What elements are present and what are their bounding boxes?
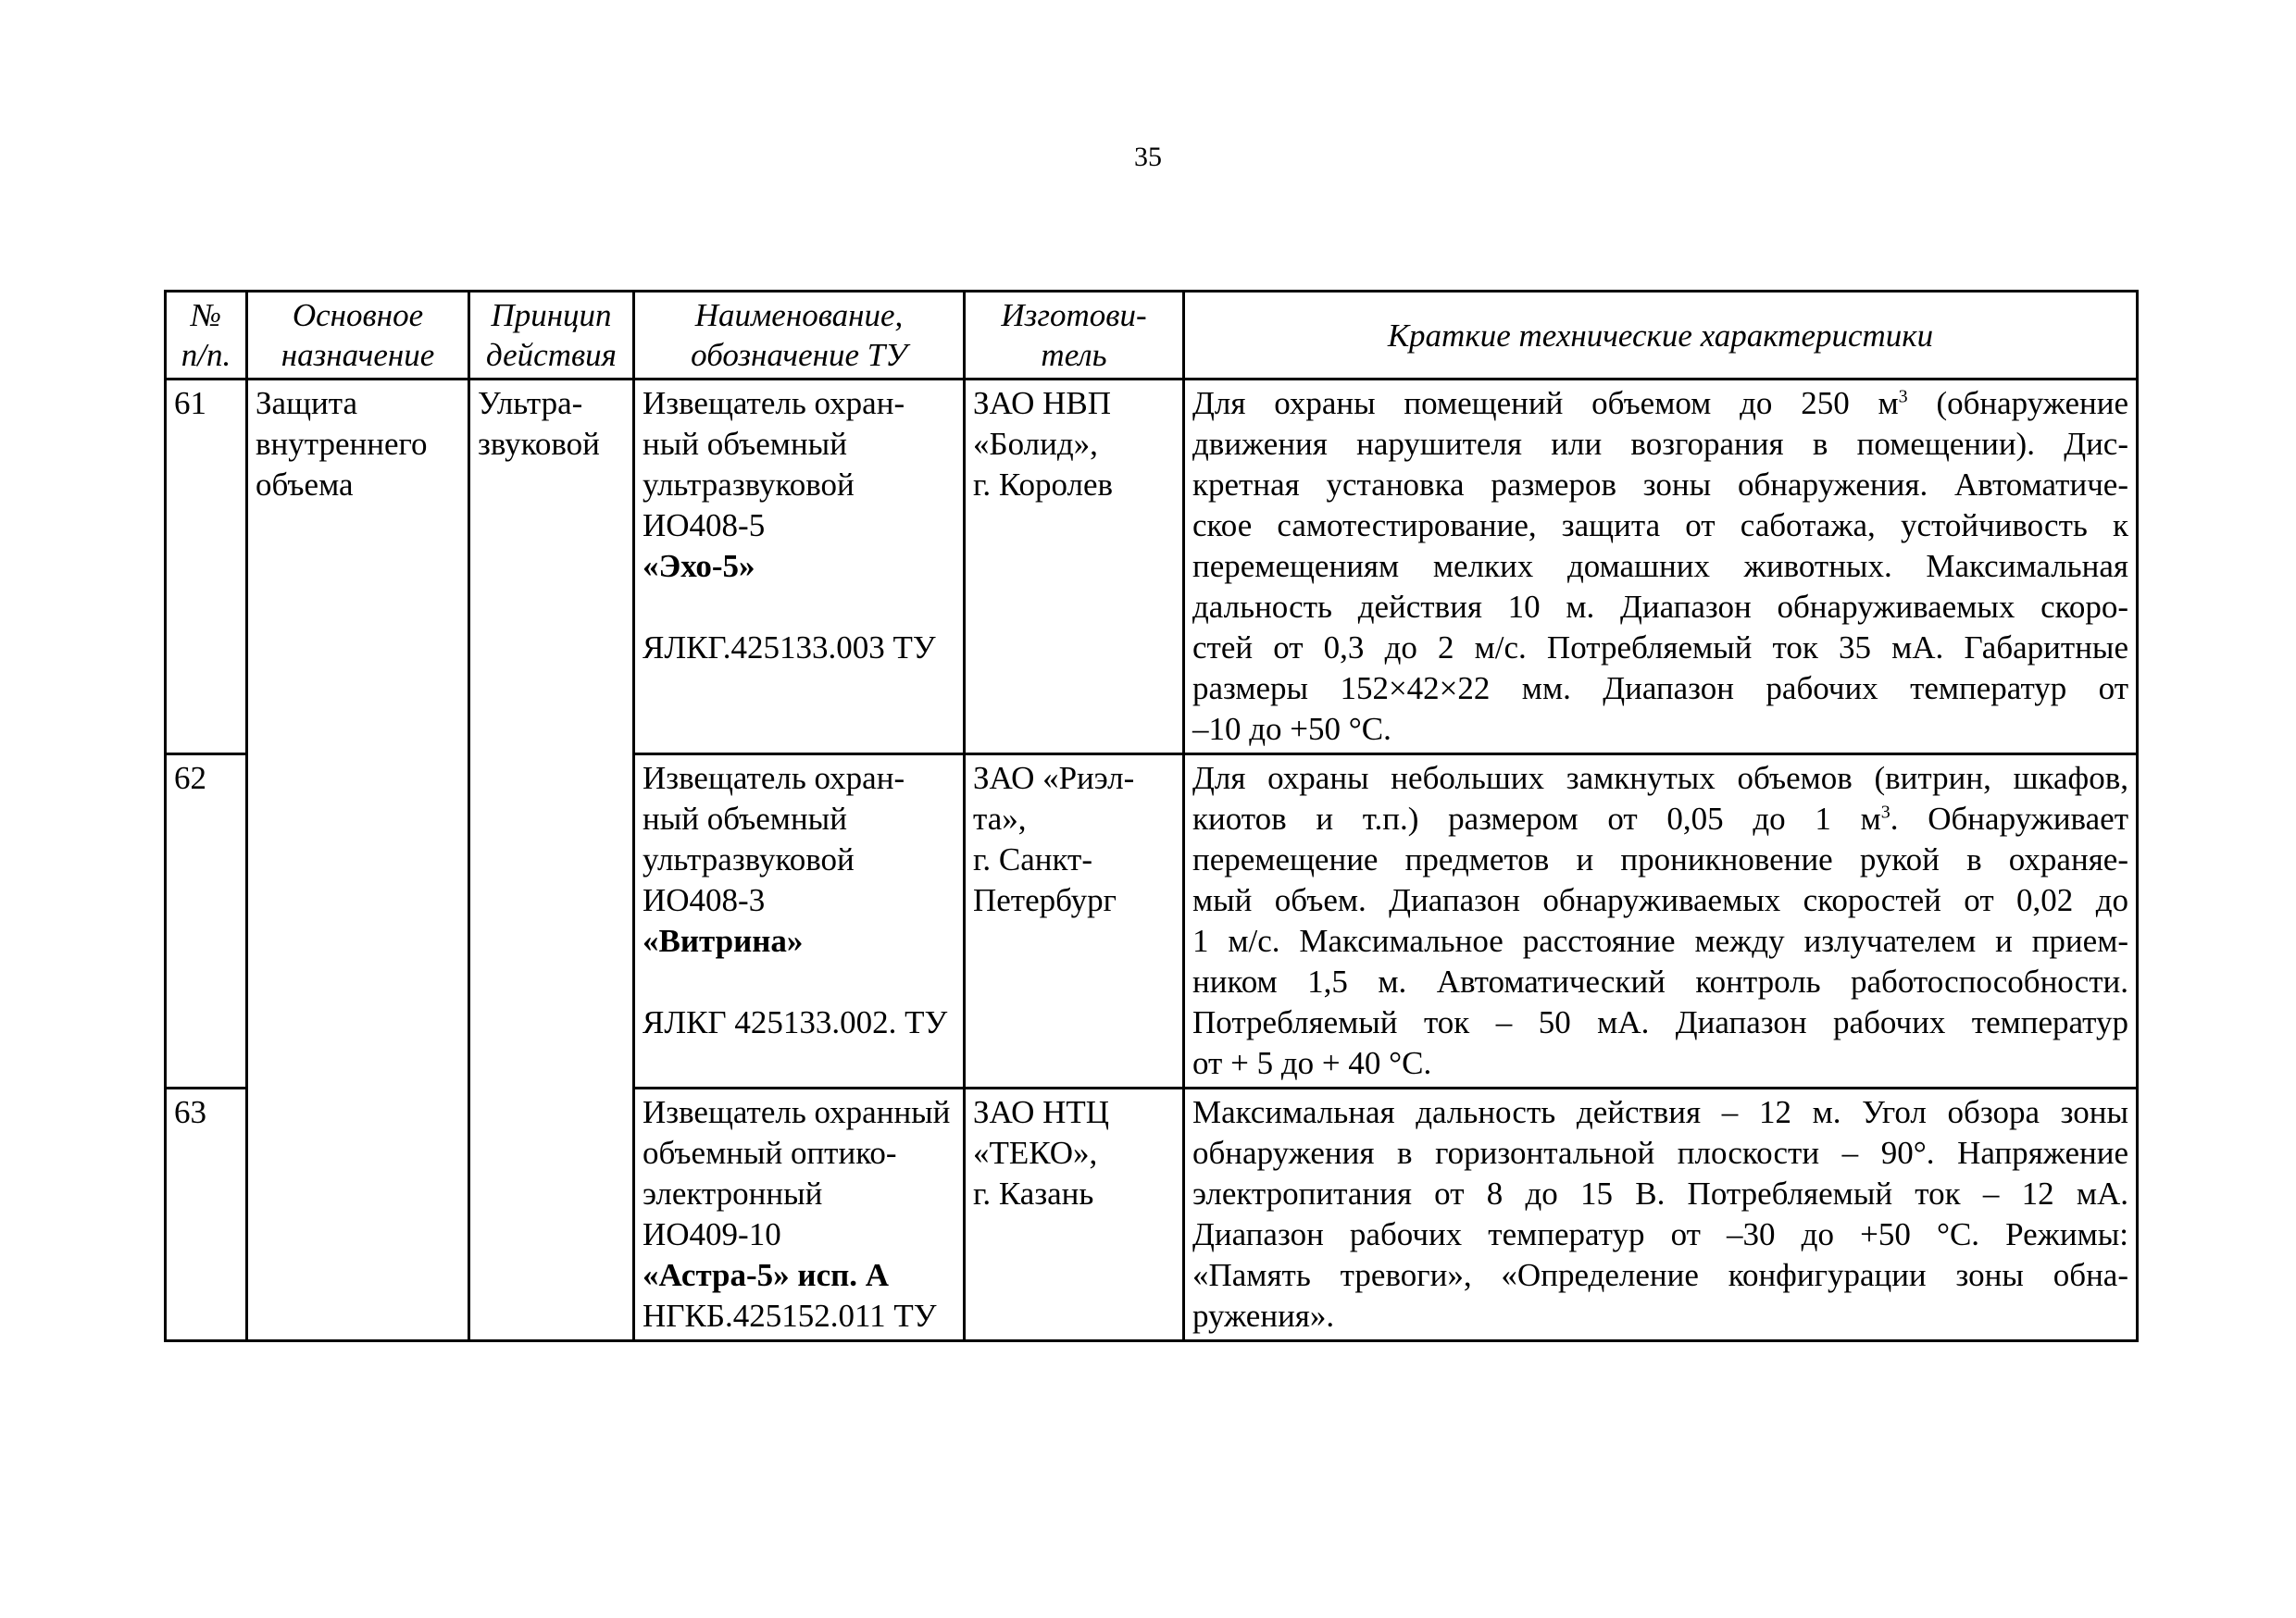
description-line: ником 1,5 м. Автоматический контроль работоспособности. (1192, 964, 2128, 1000)
header-name-line2: обозначение ТУ (691, 337, 907, 373)
row-number: 63 (166, 1089, 247, 1341)
maker-line: ЗАО НТЦ (973, 1094, 1110, 1130)
name-line: ИО409-10 (643, 1216, 781, 1252)
description-line: движения нарушителя или возгорания в помещении). Дис- (1192, 426, 2128, 462)
model-name: «Витрина» (643, 923, 804, 959)
tu-designation: ЯЛКГ 425133.002. ТУ (643, 1004, 948, 1040)
name-line: ный объемный (643, 801, 847, 837)
header-maker-line1: Изготови- (1001, 297, 1147, 333)
header-principle-line2: действия (486, 337, 617, 373)
description-cell (1184, 1089, 2138, 1341)
name-line: Извещатель охранный (643, 1094, 951, 1130)
blank-line (643, 587, 955, 628)
row-number: 61 (166, 380, 247, 754)
maker-line: г. Казань (973, 1176, 1094, 1212)
superscript: 3 (1898, 386, 1908, 407)
purpose-line: внутреннего (256, 426, 428, 462)
description-line: обнаружения в горизонтальной плоскости – 90°. Напряжение (1192, 1135, 2128, 1171)
maker-line: ЗАО «Риэл- (973, 760, 1135, 796)
maker-line: «Болид», (973, 426, 1098, 462)
description-line: –10 до +50 °С. (1192, 711, 1391, 747)
header-purpose (247, 292, 469, 380)
model-name: «Эхо-5» (643, 548, 755, 584)
purpose-cell (247, 380, 469, 1341)
name-cell (634, 1089, 965, 1341)
maker-cell (965, 1089, 1184, 1341)
description-fragment: . Обнаруживает (1890, 801, 2128, 837)
header-purpose-line2: назначение (281, 337, 435, 373)
header-num-line2: п/п. (181, 337, 231, 373)
description-line: мый объем. Диапазон обнаруживаемых скоростей от 0,02 до (1192, 882, 2128, 918)
tu-designation: ЯЛКГ.425133.003 ТУ (643, 629, 936, 666)
maker-line: ЗАО НВП (973, 385, 1111, 421)
table-header-row (166, 292, 2138, 380)
description-fragment: киотов и т.п.) размером от 0,05 до 1 м (1192, 801, 1881, 837)
tu-designation: НГКБ.425152.011 ТУ (643, 1298, 937, 1334)
description-line: кретная установка размеров зоны обнаружения. Автоматиче- (1192, 467, 2128, 503)
header-maker-line2: тель (1041, 337, 1107, 373)
description-line: Для охраны небольших замкнутых объемов (витрин, шкафов, (1192, 760, 2128, 796)
description-line: перемещение предметов и проникновение рукой в охраняе- (1192, 841, 2128, 877)
principle-line: звуковой (478, 426, 600, 462)
row-number: 62 (166, 754, 247, 1089)
maker-line: г. Королев (973, 467, 1114, 503)
description-cell (1184, 754, 2138, 1089)
name-line: электронный (643, 1176, 823, 1212)
principle-cell (469, 380, 634, 1341)
name-line: Извещатель охран- (643, 385, 905, 421)
detectors-table (164, 290, 2139, 1342)
header-num (166, 292, 247, 380)
description-line: размеры 152×42×22 мм. Диапазон рабочих температур от (1192, 670, 2128, 706)
purpose-line: объема (256, 467, 354, 503)
description-fragment: (обнаружение (1907, 385, 2128, 421)
description-line: Диапазон рабочих температур от –30 до +50 °С. Режимы: (1192, 1216, 2128, 1252)
header-purpose-line1: Основное (292, 297, 424, 333)
purpose-line: Защита (256, 385, 358, 421)
maker-line: «ТЕКО», (973, 1135, 1098, 1171)
description-line: Максимальная дальность действия – 12 м. Угол обзора зоны (1192, 1094, 2128, 1130)
page-number: 35 (1134, 142, 1162, 172)
name-line: ИО408-5 (643, 507, 766, 543)
header-name (634, 292, 965, 380)
header-principle-line1: Принцип (491, 297, 612, 333)
description-line: дальность действия 10 м. Диапазон обнаруживаемых скоро- (1192, 589, 2128, 625)
name-line: Извещатель охран- (643, 760, 905, 796)
blank-line (643, 962, 955, 1002)
description-line (1192, 383, 2128, 424)
table-row (166, 380, 2138, 754)
header-maker (965, 292, 1184, 380)
maker-cell (965, 754, 1184, 1089)
name-line: ультразвуковой (643, 841, 855, 877)
description-line: электропитания от 8 до 15 В. Потребляемый ток – 12 мА. (1192, 1176, 2128, 1212)
name-line: ИО408-3 (643, 882, 766, 918)
model-name: «Астра-5» исп. А (643, 1257, 890, 1293)
header-principle (469, 292, 634, 380)
header-specs: Краткие технические характеристики (1184, 292, 2138, 380)
description-line: ружения». (1192, 1298, 1335, 1334)
maker-line: г. Санкт- (973, 841, 1093, 877)
header-num-line1: № (190, 297, 221, 333)
description-line: Потребляемый ток – 50 мА. Диапазон рабочих температур (1192, 1004, 2128, 1040)
description-line: перемещениям мелких домашних животных. Максимальная (1192, 548, 2128, 584)
maker-cell (965, 380, 1184, 754)
maker-line: та», (973, 801, 1027, 837)
description-line: стей от 0,3 до 2 м/с. Потребляемый ток 35 мА. Габаритные (1192, 629, 2128, 666)
name-line: объемный оптико- (643, 1135, 897, 1171)
description-line: ское самотестирование, защита от саботажа, устойчивость к (1192, 507, 2128, 543)
description-line: 1 м/с. Максимальное расстояние между излучателем и прием- (1192, 923, 2128, 959)
header-name-line1: Наименование, (694, 297, 904, 333)
description-fragment: Для охраны помещений объемом до 250 м (1192, 385, 1899, 421)
principle-line: Ультра- (478, 385, 583, 421)
description-line: от + 5 до + 40 °С. (1192, 1045, 1432, 1081)
description-line (1192, 799, 2128, 840)
name-line: ультразвуковой (643, 467, 855, 503)
name-line: ный объемный (643, 426, 847, 462)
superscript: 3 (1880, 802, 1890, 823)
maker-line: Петербург (973, 882, 1117, 918)
description-cell (1184, 380, 2138, 754)
description-line: «Память тревоги», «Определение конфигурации зоны обна- (1192, 1257, 2128, 1293)
name-cell (634, 380, 965, 754)
name-cell (634, 754, 965, 1089)
